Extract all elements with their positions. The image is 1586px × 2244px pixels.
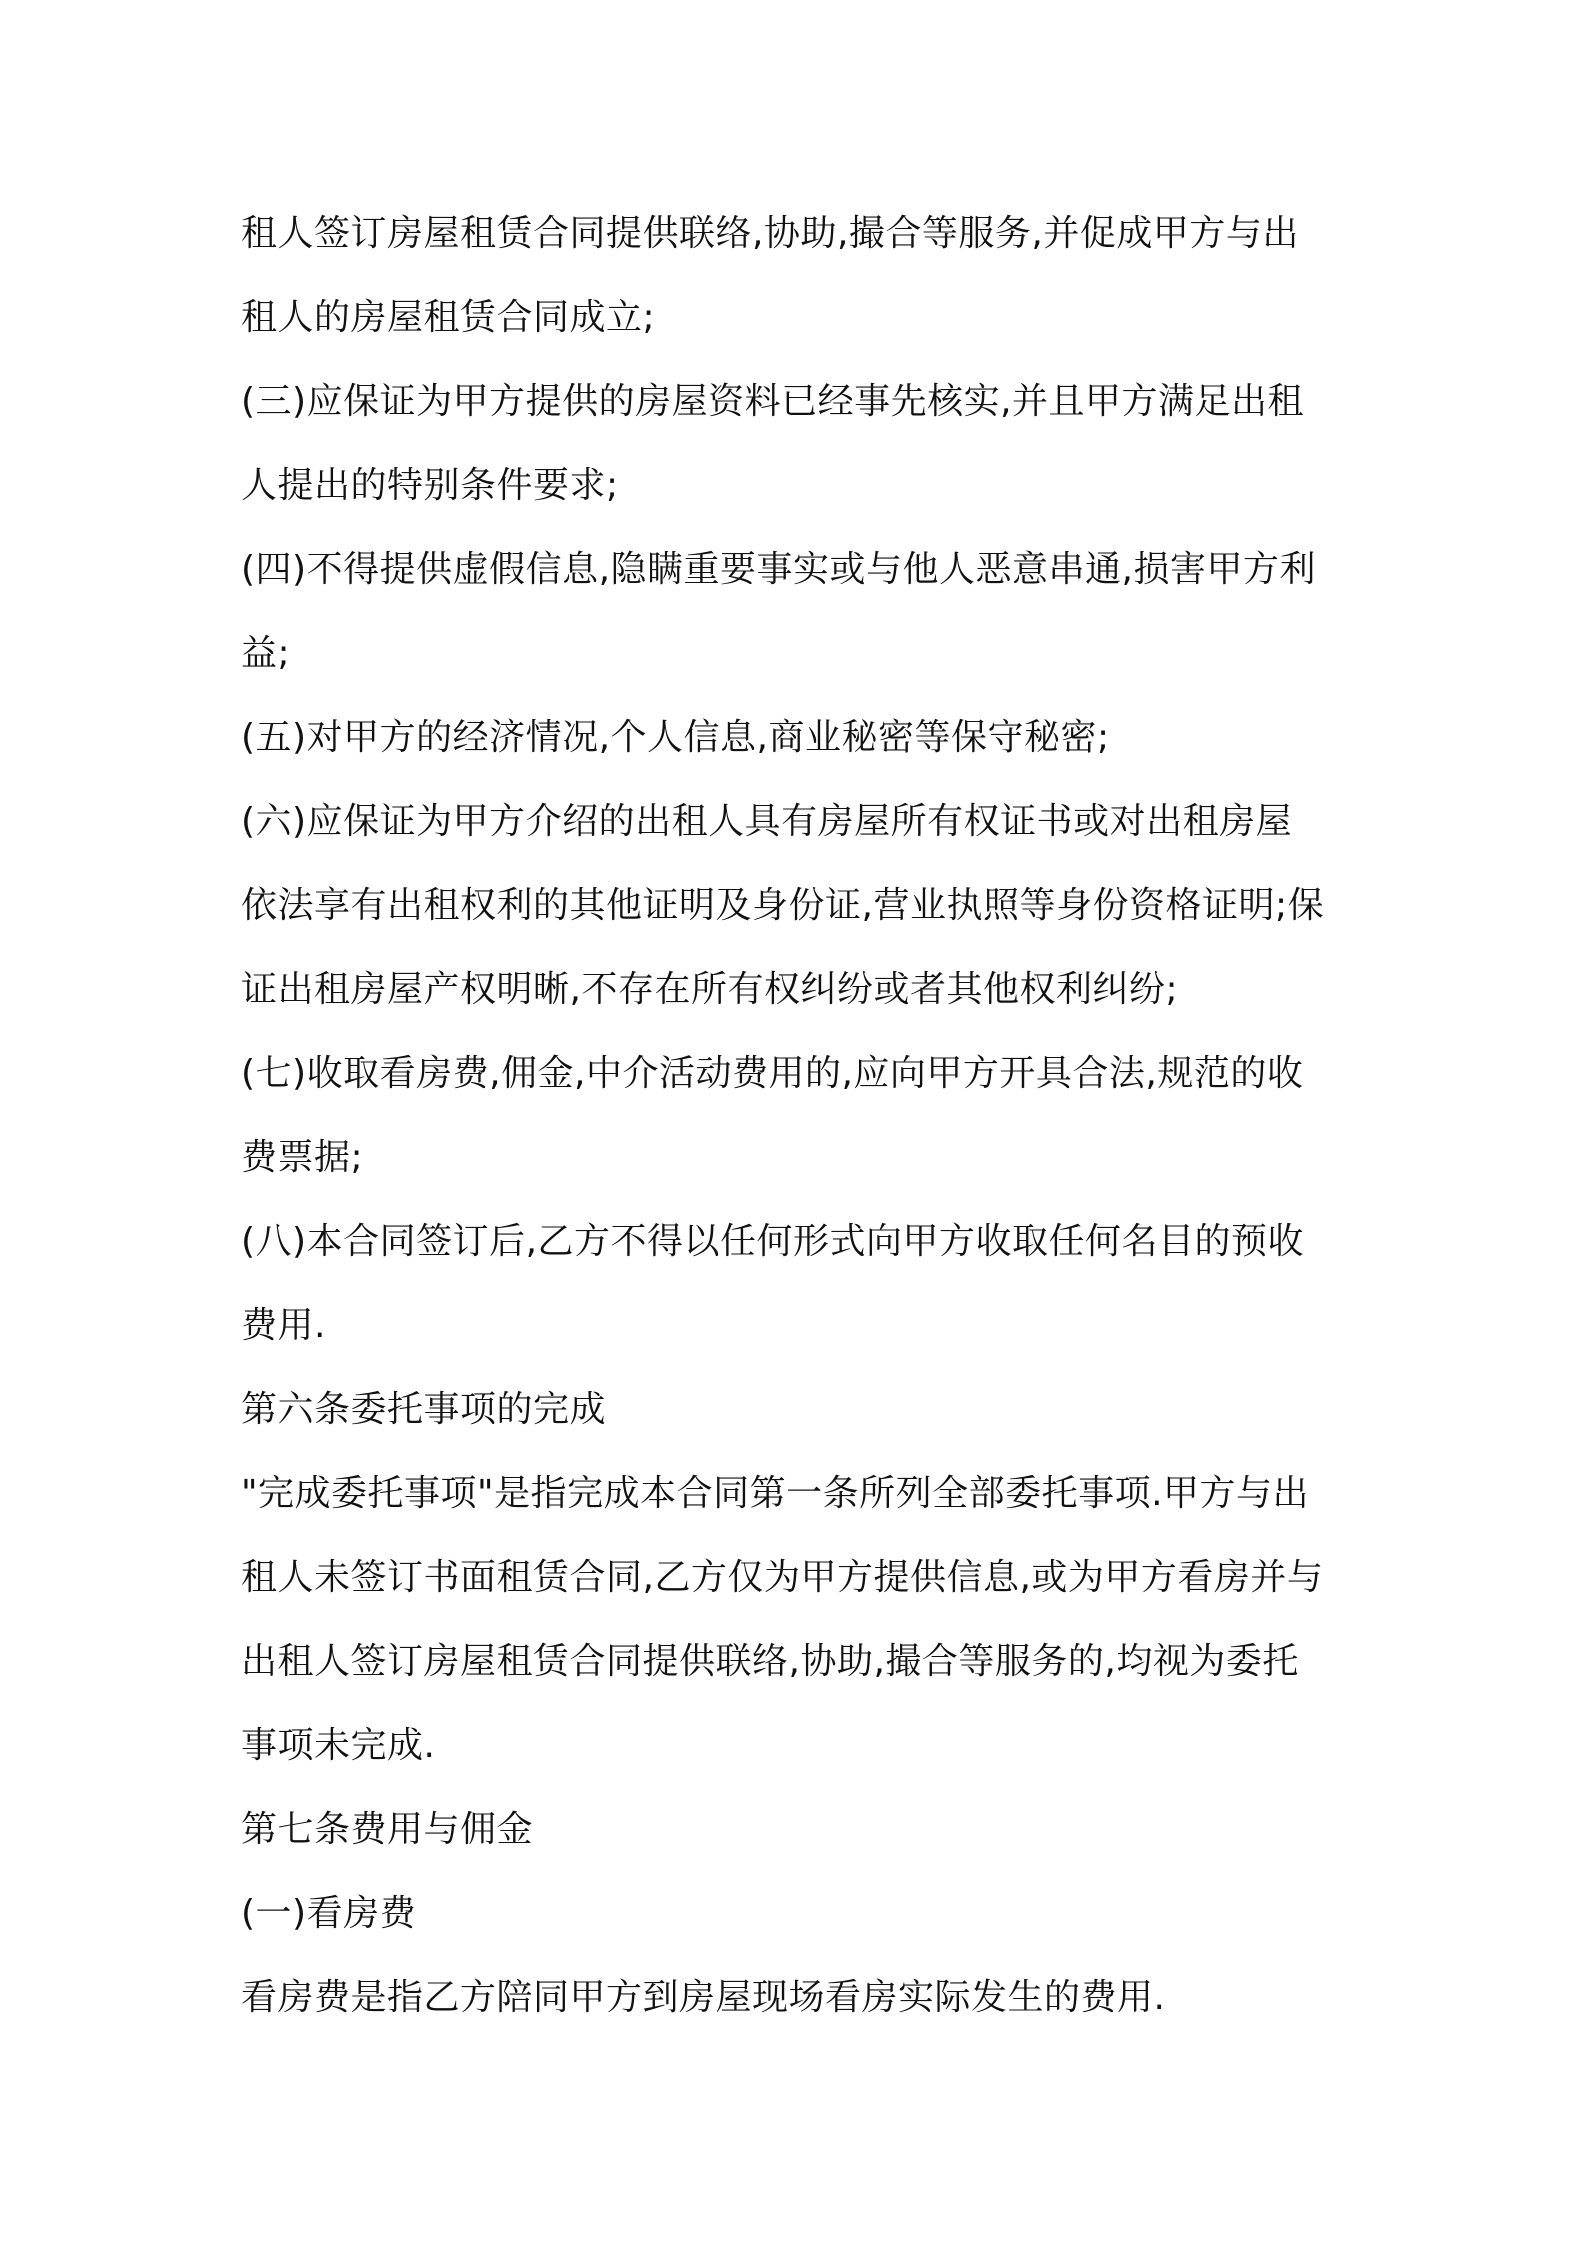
text-line: 租人未签订书面租赁合同,乙方仅为甲方提供信息,或为甲方看房并与 — [241, 1557, 1324, 1598]
text-line: 人提出的特别条件要求; — [241, 465, 619, 506]
section-heading-article-6: 第六条委托事项的完成 — [241, 1389, 607, 1430]
text-line: 费用. — [241, 1305, 326, 1346]
subheading-viewing-fee: (一)看房费 — [241, 1893, 417, 1934]
text-line: (七)收取看房费,佣金,中介活动费用的,应向甲方开具合法,规范的收 — [241, 1053, 1304, 1094]
text-line: 益; — [241, 633, 291, 674]
text-line: 费票据; — [241, 1137, 364, 1178]
text-line: (三)应保证为甲方提供的房屋资料已经事先核实,并且甲方满足出租 — [241, 381, 1305, 422]
section-heading-article-7: 第七条费用与佣金 — [241, 1809, 534, 1850]
document-body — [241, 192, 1376, 2040]
text-line: 出租人签订房屋租赁合同提供联络,协助,撮合等服务的,均视为委托 — [241, 1641, 1299, 1682]
text-line: 看房费是指乙方陪同甲方到房屋现场看房实际发生的费用. — [241, 1977, 1166, 2018]
text-line: 依法享有出租权利的其他证明及身份证,营业执照等身份资格证明;保 — [241, 885, 1325, 926]
text-line: (四)不得提供虚假信息,隐瞒重要事实或与他人恶意串通,损害甲方利 — [241, 549, 1316, 590]
text-line: (八)本合同签订后,乙方不得以任何形式向甲方收取任何名目的预收 — [241, 1221, 1305, 1262]
text-line: 证出租房屋产权明晰,不存在所有权纠纷或者其他权利纠纷; — [241, 969, 1179, 1010]
text-line: 事项未完成. — [241, 1725, 436, 1766]
text-line: 租人签订房屋租赁合同提供联络,协助,撮合等服务,并促成甲方与出 — [241, 213, 1299, 254]
text-line: "完成委托事项"是指完成本合同第一条所列全部委托事项.甲方与出 — [241, 1473, 1310, 1514]
text-line: (六)应保证为甲方介绍的出租人具有房屋所有权证书或对出租房屋 — [241, 801, 1293, 842]
text-line: (五)对甲方的经济情况,个人信息,商业秘密等保守秘密; — [241, 717, 1110, 758]
text-line: 租人的房屋租赁合同成立; — [241, 297, 656, 338]
